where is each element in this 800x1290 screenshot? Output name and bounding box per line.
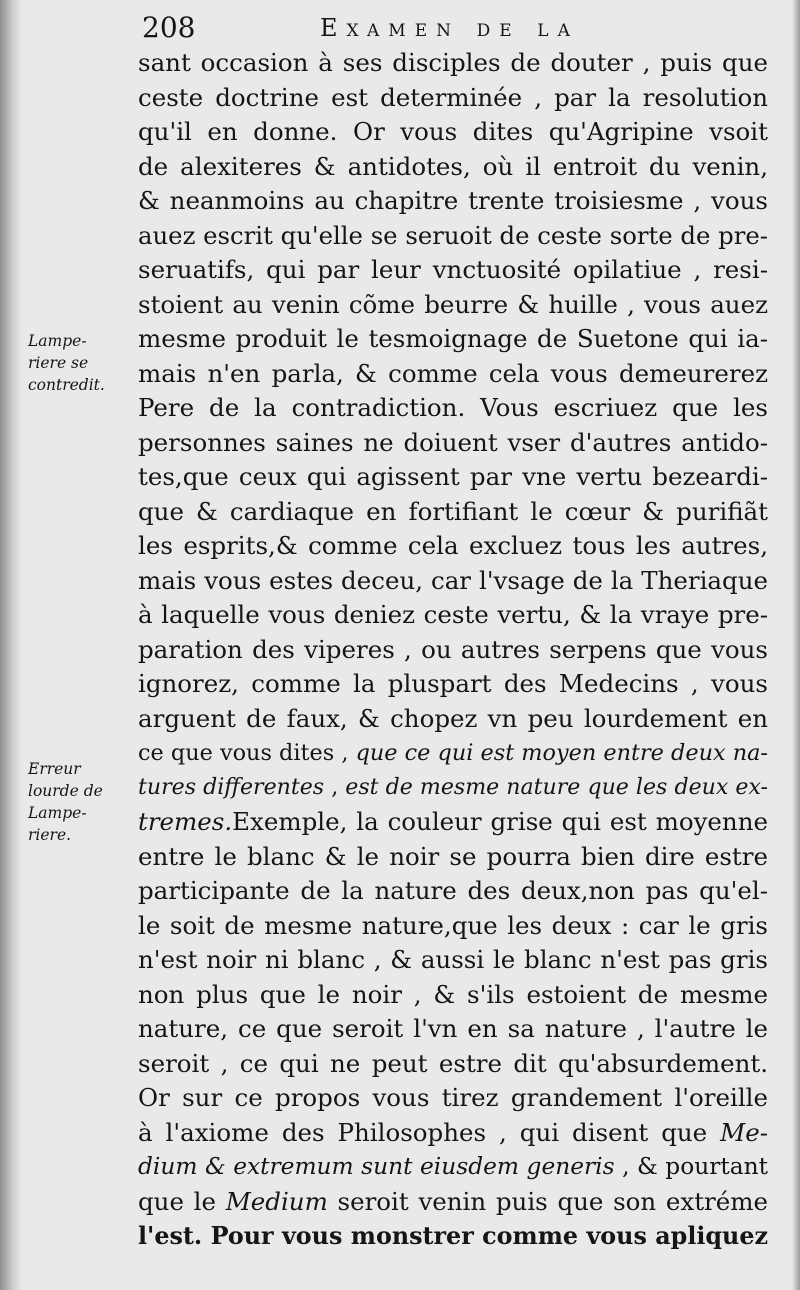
text-line: à l'axiome des Philosophes , qui disent que Me- [138, 1117, 768, 1147]
margin-note-contradiction: Lampe- riere se contredit. [28, 332, 105, 394]
text-line: paration des viperes , ou autres serpens que vous [138, 634, 768, 664]
page-edge-shadow [792, 0, 800, 1290]
text-line: l'est. Pour vous monstrer comme vous apliquez [138, 1222, 768, 1250]
italic-quote: tremes. [138, 807, 233, 836]
binding-shadow [0, 0, 22, 1290]
body-text [138, 46, 768, 1254]
text-line: arguent de faux, & chopez vn peu lourdement en [138, 703, 768, 733]
text-line: que le Medium seroit venin puis que son extréme [138, 1186, 768, 1216]
text-line: Pere de la contradiction. Vous escriuez que les [138, 393, 768, 422]
text-line: de alexiteres & antidotes, où il entroit du venin, [138, 151, 768, 181]
running-head: Examen de la [320, 14, 579, 42]
text-line: tes,que ceux qui agissent par vne vertu bezeardi- [138, 462, 768, 491]
text-line: participante de la nature des deux,non pas qu'el- [138, 876, 768, 905]
text-line: non plus que le noir , & s'ils estoient de mesme [138, 979, 768, 1009]
text-line: auez escrit qu'elle se seruoit de ceste sorte de pre- [138, 220, 768, 250]
text-line: seroit , ce qui ne peut estre dit qu'absurdement. [138, 1048, 768, 1078]
italic-quote: que ce qui est moyen entre deux na- [355, 740, 768, 766]
text-line: nature, ce que seroit l'vn en sa nature , l'autre le [138, 1014, 768, 1043]
margin-note-error: Erreur lourde de Lampe- riere. [28, 760, 103, 844]
text-line: personnes saines ne doiuent vser d'autres antido- [138, 427, 768, 457]
text-line: ce que vous dites , que ce qui est moyen entre deux na- [138, 740, 768, 766]
text-line: que & cardiaque en fortifiant le cœur & purifiãt [138, 496, 768, 526]
text-line: & neanmoins au chapitre trente troisiesme , vous [138, 186, 768, 215]
text-line: seruatifs, qui par leur vnctuosité opilatiue , resi- [138, 255, 768, 284]
page-header [142, 12, 762, 44]
italic-quote: tures differentes [138, 774, 325, 800]
italic-quote: Medium [225, 1186, 328, 1216]
text-line: mais n'en parla, & comme cela vous demeurerez [138, 358, 768, 388]
italic-quote: est de mesme nature que les deux ex- [345, 774, 768, 800]
text-line: mais vous estes deceu, car l'vsage de la Theriaque [138, 565, 768, 595]
text-line: qu'il en donne. Or vous dites qu'Agripine vsoit [138, 117, 768, 146]
text-line: Or sur ce propos vous tirez grandement l'oreille [138, 1083, 768, 1112]
text-line: n'est noir ni blanc , & aussi le blanc n'est pas gris [138, 945, 768, 974]
text-line: tremes.Exemple, la couleur grise qui est moyenne [138, 807, 768, 836]
text-line: ceste doctrine est determinée , par la resolution [138, 82, 768, 112]
text-line: les esprits,& comme cela excluez tous les autres, [138, 531, 768, 560]
italic-quote: dium & extremum sunt eiusdem generis [138, 1153, 615, 1180]
text-line: stoient au venin cõme beurre & huille , vous auez [138, 289, 768, 319]
text-line: tures differentes , est de mesme nature que les deux ex- [138, 774, 768, 800]
italic-quote: Me- [720, 1117, 768, 1147]
text-line: mesme produit le tesmoignage de Suetone qui ia- [138, 324, 768, 353]
text-line: ignorez, comme la pluspart des Medecins , vous [138, 669, 768, 698]
text-line: le soit de mesme nature,que les deux : car le gris [138, 910, 768, 940]
page-number: 208 [142, 11, 196, 44]
text-line: sant occasion à ses disciples de douter , puis que [138, 48, 768, 77]
text-line: à laquelle vous deniez ceste vertu, & la vraye pre- [138, 600, 768, 629]
text-line: entre le blanc & le noir se pourra bien dire estre [138, 841, 768, 871]
text-line: dium & extremum sunt eiusdem generis , & pourtant [138, 1153, 768, 1180]
